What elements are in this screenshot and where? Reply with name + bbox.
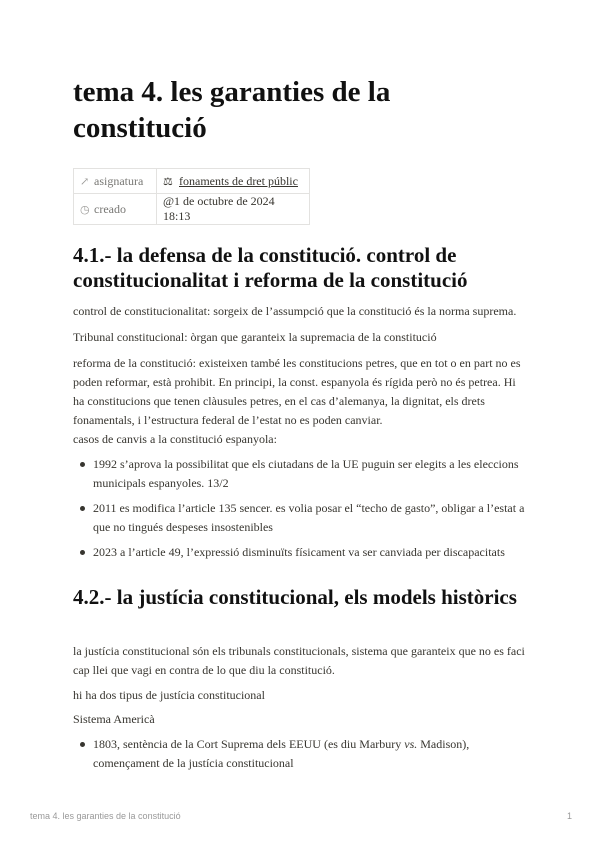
arrow-up-right-icon: ↗ [80, 175, 90, 188]
created-date: @1 de octubre de 2024 18:13 [163, 194, 275, 223]
bullet-list [73, 735, 531, 773]
asignatura-link[interactable]: fonaments de dret públic [179, 173, 298, 188]
list-item: 1992 s’aprova la possibilitat que els ciutadans de la UE puguin ser elegits a les eleccions municipals espanyoles. 13/2 [73, 455, 531, 493]
properties-table [73, 168, 310, 225]
paragraph: casos de canvis a la constitució espanyola: [73, 432, 277, 446]
property-value-cell [157, 169, 310, 194]
clock-icon: ◷ [80, 203, 90, 216]
property-value-cell [157, 194, 310, 225]
paragraph: la justícia constitucional són els tribunals constitucionals, sistema que garanteix que no es faci cap llei que vagi en contra de lo que diu la constitució. [73, 644, 525, 677]
bullet-list [73, 455, 531, 562]
property-row-creado [74, 194, 310, 225]
list-item: 2011 es modifica l’article 135 sencer. es volia posar el “techo de gasto”, obligar a l’estat a que no tingués despeses insostenibles [73, 499, 531, 537]
property-name: creado [94, 201, 126, 216]
paragraph: reforma de la constitució: existeixen també les constitucions petres, que en tot o en part no es poden reformar, està prohibit. En principi, la const. espanyola és rígida però no és petrea. Hi ha constitucions que tenen clàusules petres, en el cas d’alemanya, la dignitat, els drets fonamentals, i l’estructura federal de l’estat no es poden canviar. [73, 356, 521, 427]
property-name-cell [74, 194, 157, 225]
property-name-cell [74, 169, 157, 194]
list-item: 1803, sentència de la Cort Suprema dels EEUU (es diu Marbury vs. Madison), començament de la justícia constitucional [73, 735, 531, 773]
page-title: tema 4. les garanties de la constitució [73, 76, 391, 144]
property-name: asignatura [94, 173, 144, 188]
paragraph: Tribunal constitucional: òrgan que garanteix la supremacia de la constitució [73, 330, 437, 344]
scales-icon: ⚖ [163, 175, 173, 188]
property-row-asignatura [74, 169, 310, 194]
footer-title: tema 4. les garanties de la constitució [30, 811, 181, 821]
section-heading-4-2: 4.2.- la justícia constitucional, els models històrics [73, 585, 517, 609]
section-heading-4-1: 4.1.- la defensa de la constitució. control de constitucionalitat i reforma de la constitució [73, 243, 468, 292]
paragraph: control de constitucionalitat: sorgeix de l’assumpció que la constitució és la norma suprema. [73, 304, 517, 318]
list-item: 2023 a l’article 49, l’expressió disminuïts físicament va ser canviada per discapacitats [73, 543, 531, 562]
paragraph: Sistema Americà [73, 712, 155, 726]
page-number: 1 [566, 811, 572, 821]
paragraph: hi ha dos tipus de justícia constitucional [73, 688, 265, 702]
